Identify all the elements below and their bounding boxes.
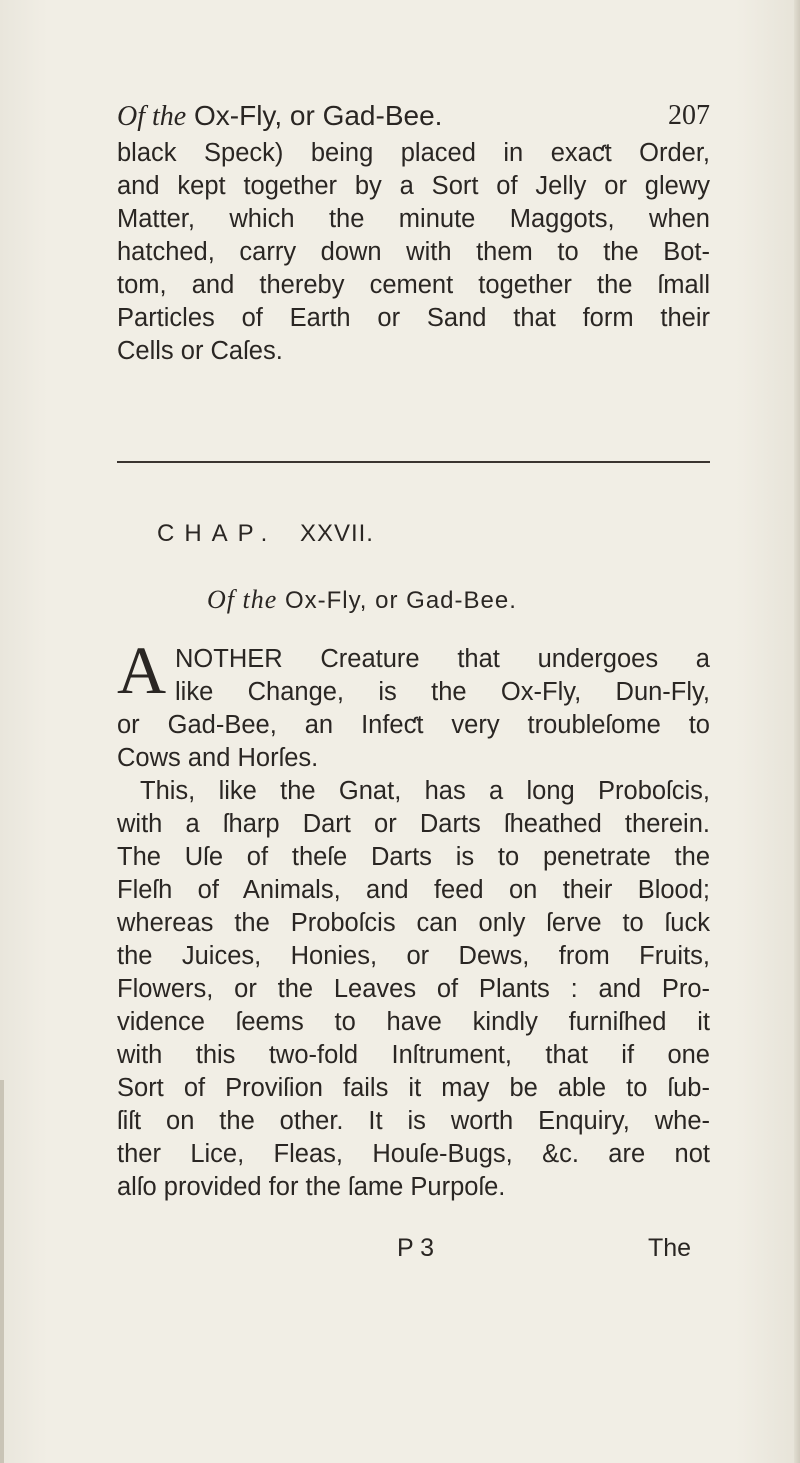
chapter-heading bbox=[157, 520, 374, 548]
text-segment: like Change, is the Ox-Fly, Dun-Fly, bbox=[175, 678, 710, 706]
signature-mark: P 3 bbox=[397, 1234, 435, 1262]
text-line: Matter, which the minute Maggots, when bbox=[117, 205, 710, 233]
text-line: This, like the Gnat, has a long Proboſcis, bbox=[140, 777, 710, 805]
text-line: or Gad-Bee, an Infeƈt very troubleſome to bbox=[117, 711, 710, 739]
text-line: ſiſt on the other. It is worth Enquiry, whe- bbox=[117, 1107, 710, 1135]
text-line: Particles of Earth or Sand that form their bbox=[117, 304, 710, 332]
text-line: and kept together by a Sort of Jelly or glewy bbox=[117, 172, 710, 200]
page-edge-shadow bbox=[0, 1080, 4, 1463]
drop-cap: A bbox=[117, 632, 167, 708]
text-line: Cells or Caſes. bbox=[117, 337, 283, 365]
text-line: hatched, carry down with them to the Bot- bbox=[117, 238, 710, 266]
chapter-number: XXVII. bbox=[299, 520, 374, 547]
chapter-title-text: Ox-Fly, or Gad-Bee. bbox=[284, 587, 517, 614]
running-head-title: Ox-Fly, or Gad-Bee. bbox=[194, 100, 443, 131]
text-line: tom, and thereby cement together the ſmall bbox=[117, 271, 710, 299]
text-line: whereas the Proboſcis can only ſerve to ſuck bbox=[117, 909, 710, 937]
text-line: the Juices, Honies, or Dews, from Fruits, bbox=[117, 942, 710, 970]
text-line: with this two-fold Inſtrument, that if one bbox=[117, 1041, 710, 1069]
chapter-title-prefix: Of the bbox=[207, 585, 278, 614]
page-number: 207 bbox=[668, 100, 710, 131]
catchword: The bbox=[648, 1234, 692, 1262]
text-line: The Uſe of theſe Darts is to penetrate the bbox=[117, 843, 710, 871]
text-line: vidence ſeems to have kindly furniſhed it bbox=[117, 1008, 710, 1036]
text-line bbox=[175, 676, 710, 709]
page-gutter-shadow bbox=[794, 0, 800, 1463]
running-head-prefix: Of the bbox=[117, 101, 187, 132]
text-line: Sort of Proviſion fails it may be able to ſub- bbox=[117, 1074, 710, 1102]
text-line: alſo provided for the ſame Purpoſe. bbox=[117, 1173, 506, 1201]
text-line: ther Lice, Fleas, Houſe-Bugs, &c. are not bbox=[117, 1140, 710, 1168]
text-line: NOTHER Creature that undergoes a bbox=[175, 645, 710, 673]
text-line: Cows and Horſes. bbox=[117, 744, 319, 772]
text-line: Fleſh of Animals, and feed on their Blood; bbox=[117, 876, 710, 904]
chapter-title bbox=[207, 585, 517, 615]
running-head bbox=[117, 100, 710, 136]
opening-lines-indented bbox=[175, 643, 710, 709]
text-line: black Speck) being placed in exaƈt Order, bbox=[117, 139, 710, 167]
chapter-label: CHAP. bbox=[157, 520, 278, 547]
text-line: with a ſharp Dart or Darts ſheathed therein. bbox=[117, 810, 710, 838]
body-first-line bbox=[140, 775, 710, 808]
continuation-paragraph bbox=[117, 137, 710, 368]
text-line: Flowers, or the Leaves of Plants : and Pro- bbox=[117, 975, 710, 1003]
body-paragraph bbox=[117, 808, 710, 1204]
opening-paragraph bbox=[117, 709, 710, 775]
chapter-divider-rule bbox=[117, 461, 710, 463]
